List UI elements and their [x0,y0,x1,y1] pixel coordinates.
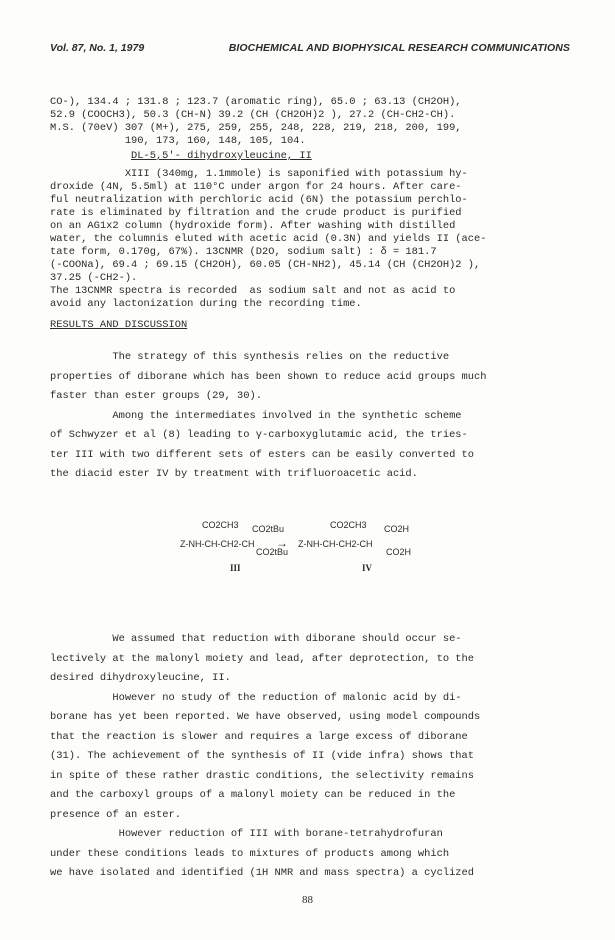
scheme-right-acid-bottom: CO2H [386,547,412,557]
scheme-left-ester-top: CO2CH3 [202,520,239,530]
page-number: 88 [302,894,313,906]
results-line: lectively at the malonyl moiety and lead, after deprotection, to the [50,652,475,665]
compound-subheading: DL-5,5'- dihydroxyleucine, II [131,150,312,162]
spectral-line: CO-), 134.4 ; 131.8 ; 123.7 (aromatic ring), 65.0 ; 63.13 (CH2OH), [50,96,462,108]
results-line: that the reaction is slower and requires a large excess of diborane [50,730,468,743]
scheme-right-acid-top: CO2H [384,524,410,534]
experimental-line: rate is eliminated by filtration and the crude product is purified [50,207,462,219]
scheme-left-ester-tbu: CO2tBu [252,524,285,534]
compound-label-iv: IV [362,563,373,573]
experimental-line: The 13CNMR spectra is recorded as sodium salt and not as acid to [50,285,456,297]
experimental-line: avoid any lactonization during the recording time. [50,298,362,310]
results-line: However reduction of III with borane-tetrahydrofuran [50,828,443,840]
experimental-line: tate form, 0.170g, 67%). 13CNMR (D2O, sodium salt) : δ = 181.7 [50,246,437,258]
experimental-line: XIII (340mg, 1.1mmole) is saponified with potassium hy- [50,168,468,180]
experimental-line: on an AG1x2 column (hydroxide form). After washing with distilled [50,220,456,232]
journal-volume: Vol. 87, No. 1, 1979 [50,42,145,54]
results-line: (31). The achievement of the synthesis of II (vide infra) shows that [50,750,475,762]
scheme-right-structure: Z-NH-CH-CH2-CH [298,539,373,549]
results-line: The strategy of this synthesis relies on the reductive [50,351,450,363]
results-line: faster than ester groups (29, 30). [50,390,263,402]
spectral-line: M.S. (70eV) 307 (M+), 275, 259, 255, 248, 228, 219, 218, 200, 199, [50,122,462,134]
scheme-left-ester-bottom: CO2tBu [256,547,289,557]
experimental-line: ful neutralization with perchloric acid (6N) the potassium perchlo- [50,194,468,206]
results-paragraph-1 [50,348,570,485]
results-line: of Schwyzer et al (8) leading to γ-carboxyglutamic acid, the tries- [50,429,468,441]
spectral-line: 52.9 (COOCH3), 50.3 (CH-N) 39.2 (CH (CH2OH)2 ), 27.2 (CH-CH2-CH). [50,109,456,121]
reaction-scheme [180,520,430,590]
compound-label-iii: III [230,563,241,573]
results-paragraph-2 [50,630,570,884]
results-line: ter III with two different sets of esters can be easily converted to [50,448,475,461]
scheme-left-structure: Z-NH-CH-CH2-CH [180,539,255,549]
experimental-line: water, the columnis eluted with acetic acid (0.3N) and yields II (ace- [50,233,487,245]
journal-title: BIOCHEMICAL AND BIOPHYSICAL RESEARCH COMMUNICATIONS [228,42,570,54]
running-header [50,42,570,58]
results-line: desired dihydroxyleucine, II. [50,672,231,684]
section-heading: RESULTS AND DISCUSSION [50,319,188,331]
spectral-data-block [50,96,580,148]
results-line: properties of diborane which has been shown to reduce acid groups much [50,370,487,383]
experimental-line: 37.25 (-CH2-). [50,272,138,284]
scheme-right-ester-top: CO2CH3 [330,520,367,530]
results-line: the diacid ester IV by treatment with trifluoroacetic acid. [50,468,418,480]
reaction-arrow: → [276,536,288,550]
experimental-paragraph [50,168,580,311]
results-line: we have isolated and identified (1H NMR and mass spectra) a cyclized [50,867,475,879]
results-line: in spite of these rather drastic conditions, the selectivity remains [50,769,475,782]
spectral-line: 190, 173, 160, 148, 105, 104. [50,135,306,147]
results-line: Among the intermediates involved in the synthetic scheme [50,409,462,422]
results-line: and the carboxyl groups of a malonyl moiety can be reduced in the [50,789,456,801]
results-line: presence of an ester. [50,808,181,821]
results-line: However no study of the reduction of malonic acid by di- [50,691,462,704]
results-line: borane has yet been reported. We have observed, using model compounds [50,711,481,723]
results-line: under these conditions leads to mixtures of products among which [50,847,450,860]
experimental-line: droxide (4N, 5.5ml) at 110°C under argon for 24 hours. After care- [50,181,462,193]
results-line: We assumed that reduction with diborane should occur se- [50,633,462,645]
experimental-line: (-COONa), 69.4 ; 69.15 (CH2OH), 60.05 (CH-NH2), 45.14 (CH (CH2OH)2 ), [50,259,481,271]
